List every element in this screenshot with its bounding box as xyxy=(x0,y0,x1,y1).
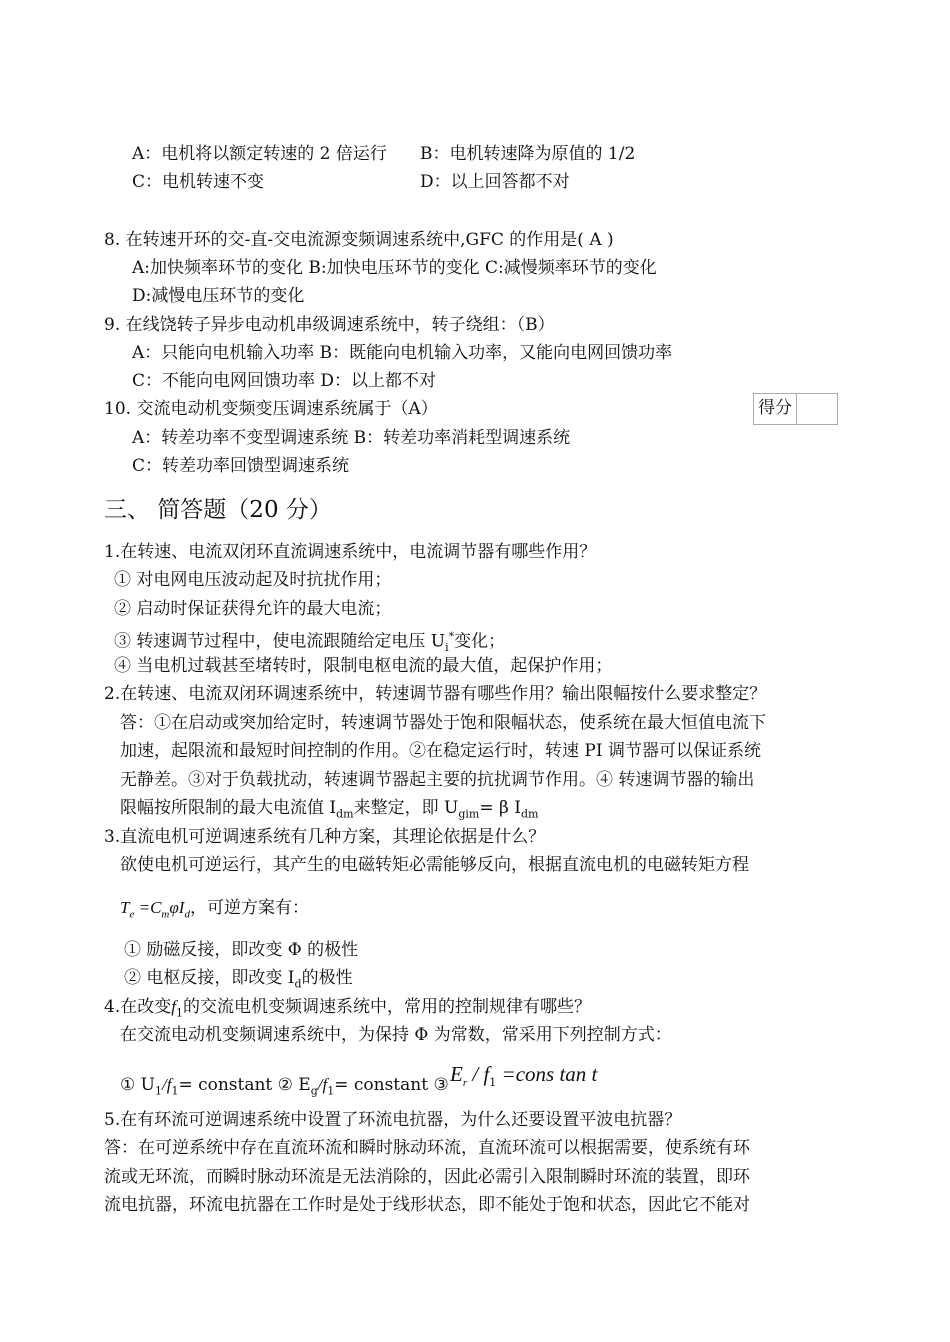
s3-answer-1: ① 励磁反接，即改变 Φ 的极性 xyxy=(124,940,359,960)
q7-option-a: A：电机将以额定转速的 2 倍运行 xyxy=(132,144,387,164)
s2-answer-line3: 无静差。③对于负载扰动，转速调节器起主要的抗扰调节作用。④ 转速调节器的输出 xyxy=(120,770,755,790)
s2-answer-line1: 答：①在启动或突加给定时，转速调节器处于饱和限幅状态，使系统在最大恒值电流下 xyxy=(120,713,766,733)
s5-answer-line2: 流或无环流，而瞬时脉动环流是无法消除的，因此必需引入限制瞬时环流的装置，即环 xyxy=(104,1167,750,1187)
s4-question: 4.在改变$f_1$的交流电机变频调速系统中，常用的控制规律有哪些？ xyxy=(104,997,591,1020)
s2-answer-line4: 限幅按所限制的最大电流值 $I_{dm}$来整定，即 $U_{gim}= \beta$ $I_{dm}$ xyxy=(120,798,539,821)
score-box xyxy=(753,393,838,425)
q8-stem: 8. 在转速开环的交-直-交电流源变频调速系统中,GFC 的作用是( A ) xyxy=(104,230,614,250)
s4-law-3-equation: $E_r / f_1$ =cons tan t xyxy=(450,1062,598,1090)
s1-answer-4: ④ 当电机过载甚至堵转时，限制电枢电流的最大值，起保护作用； xyxy=(114,656,613,676)
s2-answer-line2: 加速，起限流和最短时间控制的作用。②在稳定运行时，转速 PI 调节器可以保证系统 xyxy=(120,741,761,761)
q10-options-line2: C：转差功率回馈型调速系统 xyxy=(132,456,350,476)
q7-option-b: B：电机转速降为原值的 1/2 xyxy=(420,144,636,164)
q7-option-c: C：电机转速不变 xyxy=(132,172,265,192)
q8-options-line2: D:减慢电压环节的变化 xyxy=(132,286,305,306)
q10-stem: 10. 交流电动机变频变压调速系统属于（A） xyxy=(104,399,438,419)
section-title: 三、 简答题（20 分） xyxy=(104,497,332,523)
s4-answer-line1: 在交流电动机变频调速系统中，为保持 Φ 为常数，常采用下列控制方式： xyxy=(120,1025,672,1045)
s3-question: 3.直流电机可逆调速系统有几种方案，其理论依据是什么？ xyxy=(104,827,546,847)
s3-answer-line1: 欲使电机可逆运行，其产生的电磁转矩必需能够反向，根据直流电机的电磁转矩方程 xyxy=(120,855,749,875)
s3-answer-2: ② 电枢反接，即改变 $I_d$的极性 xyxy=(124,968,353,991)
q9-stem: 9. 在线饶转子异步电动机串级调速系统中，转子绕组：（B） xyxy=(104,315,555,335)
q8-options-line1: A:加快频率环节的变化 B:加快电压环节的变化 C:减慢频率环节的变化 xyxy=(132,258,657,278)
q10-options-line1: A：转差功率不变型调速系统 B：转差功率消耗型调速系统 xyxy=(132,428,571,448)
s2-question: 2.在转速、电流双闭环调速系统中，转速调节器有哪些作用？输出限幅按什么要求整定？ xyxy=(104,684,767,704)
q7-option-d: D：以上回答都不对 xyxy=(420,172,570,192)
score-value-cell[interactable] xyxy=(797,394,837,424)
s1-answer-1: ① 对电网电压波动起及时抗扰作用； xyxy=(114,570,392,590)
s4-control-laws: ① $U_1/f_1=$ constant ② $E_g/f_1=$ constant ③ xyxy=(120,1075,449,1098)
s1-answer-2: ② 启动时保证获得允许的最大电流； xyxy=(114,599,392,619)
score-label: 得分 xyxy=(754,394,797,424)
s5-answer-line1: 答：在可逆系统中存在直流环流和瞬时脉动环流，直流环流可以根据需要，使系统有环 xyxy=(104,1138,750,1158)
s1-question: 1.在转速、电流双闭环直流调速系统中，电流调节器有哪些作用？ xyxy=(104,542,597,562)
s3-torque-equation: $T_e =C_m\varphi I_d$，可逆方案有： xyxy=(120,898,309,921)
q9-options-line1: A：只能向电机输入功率 B：既能向电机输入功率，又能向电网回馈功率 xyxy=(132,343,673,363)
s5-answer-line3: 流电抗器，环流电抗器在工作时是处于线形状态，即不能处于饱和状态，因此它不能对 xyxy=(104,1195,750,1215)
s1-answer-3: ③ 转速调节过程中，使电流跟随给定电压 $U_i^*$变化； xyxy=(114,630,506,655)
s5-question: 5.在有环流可逆调速系统中设置了环流电抗器，为什么还要设置平波电抗器？ xyxy=(104,1110,682,1130)
q9-options-line2: C：不能向电网回馈功率 D：以上都不对 xyxy=(132,371,437,391)
